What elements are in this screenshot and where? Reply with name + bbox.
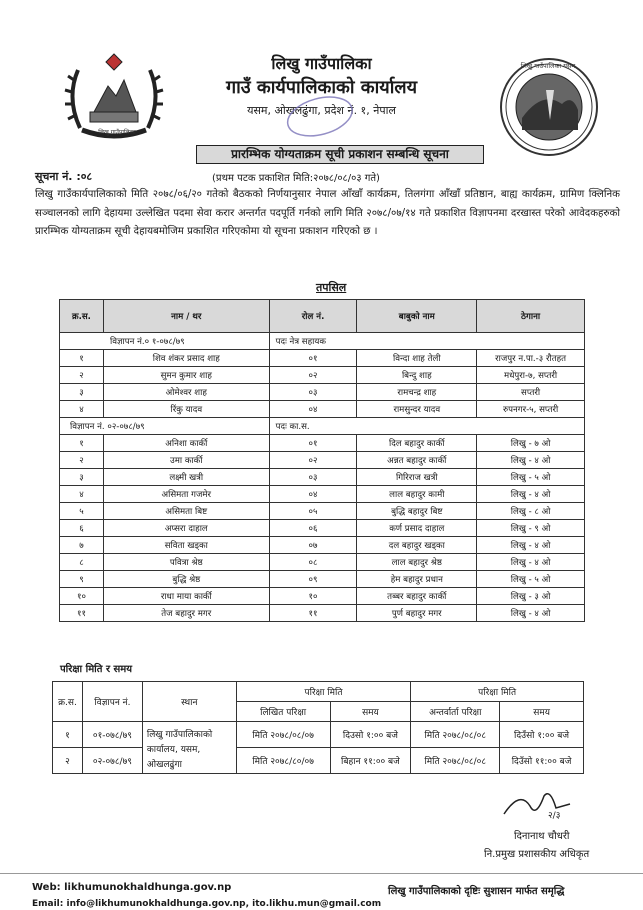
- exam-time2: दिउँसो १:०० बजे: [500, 722, 584, 748]
- exam-sn: २: [53, 748, 83, 774]
- row-roll: ०५: [269, 503, 357, 520]
- exam-time: दिउसो १:०० बजे: [330, 722, 411, 748]
- row-father: लाल बहादुर श्रेष्ठ: [357, 554, 477, 571]
- exam-col-sn: क्र.स.: [53, 682, 83, 722]
- table-row: [60, 503, 585, 520]
- row-father: कर्ण प्रसाद दाहाल: [357, 520, 477, 537]
- signature-date: २/३: [548, 811, 561, 821]
- row-sn: ४: [60, 401, 104, 418]
- row-roll: ०१: [269, 435, 357, 452]
- row-sn: १: [60, 435, 104, 452]
- office-address: यसम, ओखलढुंगा, प्रदेश नं. १, नेपाल: [247, 104, 396, 117]
- row-name: उमा कार्की: [103, 452, 269, 469]
- row-roll: ०४: [269, 486, 357, 503]
- section-post-2: पदः का.स.: [269, 418, 584, 435]
- row-name: राधा माया कार्की: [103, 588, 269, 605]
- exam-time2: दिउँसो ११:०० बजे: [500, 748, 584, 774]
- left-seal-text: लिखु गाउँपालिका: [98, 129, 136, 136]
- exam-sn: १: [53, 722, 83, 748]
- footer-email: Email: info@likhumunokhaldhunga.gov.np, ito.likhu.mun@gmail.com: [32, 899, 382, 909]
- row-sn: ९: [60, 571, 104, 588]
- table-row: [60, 401, 585, 418]
- exam-col-written: लिखित परिक्षा: [236, 702, 330, 722]
- row-address: लिखु - ३ ओ: [477, 588, 585, 605]
- row-address: मधेपुरा-७, सप्तरी: [477, 367, 585, 384]
- row-father: तब्बर बहादुर कार्की: [357, 588, 477, 605]
- row-address: लिखु - ७ ओ: [477, 435, 585, 452]
- table-row: [60, 554, 585, 571]
- row-father: रामचन्द्र शाह: [357, 384, 477, 401]
- row-name: लक्ष्मी खत्री: [103, 469, 269, 486]
- row-name: बुद्धि श्रेष्ठ: [103, 571, 269, 588]
- table-row: [60, 486, 585, 503]
- row-sn: ६: [60, 520, 104, 537]
- row-address: सप्तरी: [477, 384, 585, 401]
- row-roll: ०२: [269, 452, 357, 469]
- row-address: लिखु - ४ ओ: [477, 537, 585, 554]
- applicant-table: [59, 299, 585, 622]
- row-name: रिंकु यादव: [103, 401, 269, 418]
- table-row: [60, 520, 585, 537]
- exam-table: [52, 681, 584, 774]
- row-roll: ०४: [269, 401, 357, 418]
- row-address: रुपनगर-५, सप्तरी: [477, 401, 585, 418]
- row-roll: ११: [269, 605, 357, 622]
- row-father: हेम बहादुर प्रधान: [357, 571, 477, 588]
- section-ad-1: विज्ञापन नं.० १-०७८/७९: [60, 333, 270, 350]
- col-sn: क्र.स.: [60, 300, 104, 333]
- row-address: लिखु - ९ ओ: [477, 520, 585, 537]
- row-roll: ०६: [269, 520, 357, 537]
- row-name: तेज बहादुर मगर: [103, 605, 269, 622]
- signer-designation: नि.प्रमुख प्रशासकीय अधिकृत: [484, 849, 590, 860]
- footer-slogan: लिखु गाउँपालिकाको दृष्टिः सुशासन मार्फत समृद्धि: [388, 886, 565, 897]
- row-roll: ०३: [269, 469, 357, 486]
- row-father: लाल बहादुर कामी: [357, 486, 477, 503]
- row-name: असिमता बिष्ट: [103, 503, 269, 520]
- footer-web: Web: likhumunokhaldhunga.gov.np: [32, 882, 232, 893]
- row-sn: १: [60, 350, 104, 367]
- exam-interview: मिति २०७८/०८/०८: [411, 722, 500, 748]
- notice-title: प्रारम्भिक योग्यताक्रम सूची प्रकाशन सम्बन्धि सूचना: [196, 145, 484, 164]
- row-address: लिखु - ५ ओ: [477, 571, 585, 588]
- row-father: दिल बहादुर कार्की: [357, 435, 477, 452]
- row-roll: ०२: [269, 367, 357, 384]
- row-name: अप्सरा दाहाल: [103, 520, 269, 537]
- row-address: लिखु - ४ ओ: [477, 452, 585, 469]
- table-row: [60, 384, 585, 401]
- row-sn: ३: [60, 469, 104, 486]
- exam-col-date2: परिक्षा मिति: [411, 682, 584, 702]
- exam-written: मिति २०७८/०८/०७: [236, 722, 330, 748]
- row-sn: ११: [60, 605, 104, 622]
- row-name: सुमन कुमार शाह: [103, 367, 269, 384]
- exam-heading: परिक्षा मिति र समय: [60, 664, 133, 675]
- table-row: [60, 367, 585, 384]
- row-name: शिव शंकर प्रसाद शाह: [103, 350, 269, 367]
- table-row: [60, 435, 585, 452]
- notice-body: लिखु गाउँकार्यपालिकाको मिति २०७८/०६/२० गतेको बैठकको निर्णयानुसार नेपाल आँखाँ कार्यक्रम, तिलगंगा आँखाँ प्रतिष्ठान, बाह्य कार्यक्रम, ग्रामिण क्लिनिक सञ्चालनको लागि देहायमा उल्लेखित पदमा सेवा करार अन्तर्गत पदपूर्ति गर्नको लागि मिति २०७८/०७/१४ गते प्रकाशित विज्ञापनमा दरखास्त परेको आवेदकहरुको प्रारम्भिक योग्यताक्रम सूची देहायबमोजिम प्रकाशित गरिएकोमा यो सूचना प्रकाशन गरिएको छ ।: [35, 189, 620, 237]
- row-father: दल बहादुर खड्का: [357, 537, 477, 554]
- exam-col-time2: समय: [500, 702, 584, 722]
- col-address: ठेगाना: [477, 300, 585, 333]
- section-ad-2: विज्ञापन नं. ०२-०७८/७९: [60, 418, 270, 435]
- row-sn: ७: [60, 537, 104, 554]
- signature-scribble: [500, 786, 580, 826]
- table-row: [60, 571, 585, 588]
- row-address: राजपुर न.पा.-३ रौतहत: [477, 350, 585, 367]
- publish-date: (प्रथम पटक प्रकाशित मिति:२०७८/०८/०३ गते): [212, 173, 380, 184]
- exam-col-ad: विज्ञापन नं.: [82, 682, 142, 722]
- row-father: विन्दा शाह तेली: [357, 350, 477, 367]
- table-row: [60, 350, 585, 367]
- row-sn: २: [60, 367, 104, 384]
- row-sn: ३: [60, 384, 104, 401]
- col-roll: रोल नं.: [269, 300, 357, 333]
- row-sn: ४: [60, 486, 104, 503]
- exam-col-time: समय: [330, 702, 411, 722]
- row-address: लिखु - ४ ओ: [477, 554, 585, 571]
- tapasil-heading: तपसिल: [316, 281, 347, 294]
- row-name: पवित्रा श्रेष्ठ: [103, 554, 269, 571]
- table-row: [60, 537, 585, 554]
- row-sn: ५: [60, 503, 104, 520]
- row-roll: ०९: [269, 571, 357, 588]
- row-roll: ०८: [269, 554, 357, 571]
- exam-ad: ०१-०७८/७९: [82, 722, 142, 748]
- table-row: [60, 452, 585, 469]
- row-name: सविता खड्का: [103, 537, 269, 554]
- row-father: रामसुन्दर यादव: [357, 401, 477, 418]
- row-father: पुर्ण बहादुर मगर: [357, 605, 477, 622]
- exam-time: बिहान ११:०० बजे: [330, 748, 411, 774]
- row-roll: ०१: [269, 350, 357, 367]
- row-roll: १०: [269, 588, 357, 605]
- row-roll: ०७: [269, 537, 357, 554]
- row-father: गिरिराज खत्री: [357, 469, 477, 486]
- row-name: ओमेश्वर शाह: [103, 384, 269, 401]
- right-seal-text: लिखु गाउँपालिका यसम: [520, 62, 576, 70]
- org-name: लिखु गाउँपालिका: [271, 54, 372, 73]
- row-address: लिखु - ४ ओ: [477, 486, 585, 503]
- signer-name: दिनानाथ चौधरी: [514, 831, 570, 842]
- notice-number: सूचना नं. :०८: [35, 170, 93, 183]
- row-sn: ८: [60, 554, 104, 571]
- table-row: [60, 469, 585, 486]
- exam-col-place: स्थान: [142, 682, 236, 722]
- exam-place: लिखु गाउँपालिकाको कार्यालय, यसम, ओखलढुंगा: [142, 722, 236, 774]
- col-name: नाम / थर: [103, 300, 269, 333]
- row-address: लिखु - ४ ओ: [477, 605, 585, 622]
- exam-ad: ०२-०७८/७९: [82, 748, 142, 774]
- exam-written: मिति २०७८/८०/०७: [236, 748, 330, 774]
- office-name: गाउँ कार्यपालिकाको कार्यालय: [225, 77, 418, 98]
- row-father: अन्नत बहादुर कार्की: [357, 452, 477, 469]
- section-post-1: पदः नेत्र सहायक: [269, 333, 584, 350]
- exam-col-date: परिक्षा मिति: [236, 682, 411, 702]
- row-address: लिखु - ५ ओ: [477, 469, 585, 486]
- row-address: लिखु - ८ ओ: [477, 503, 585, 520]
- row-father: बुद्धि बहादुर बिष्ट: [357, 503, 477, 520]
- row-sn: २: [60, 452, 104, 469]
- row-name: असिमता गजमेर: [103, 486, 269, 503]
- row-name: अनिशा कार्की: [103, 435, 269, 452]
- exam-interview: मिति २०७८/०८/०८: [411, 748, 500, 774]
- table-row: [60, 605, 585, 622]
- row-father: बिन्दु शाह: [357, 367, 477, 384]
- row-sn: १०: [60, 588, 104, 605]
- footer-rule: [0, 873, 643, 874]
- exam-col-interview: अन्तर्वार्ता परिक्षा: [411, 702, 500, 722]
- row-roll: ०३: [269, 384, 357, 401]
- table-row: [60, 588, 585, 605]
- col-father: बाबुको नाम: [357, 300, 477, 333]
